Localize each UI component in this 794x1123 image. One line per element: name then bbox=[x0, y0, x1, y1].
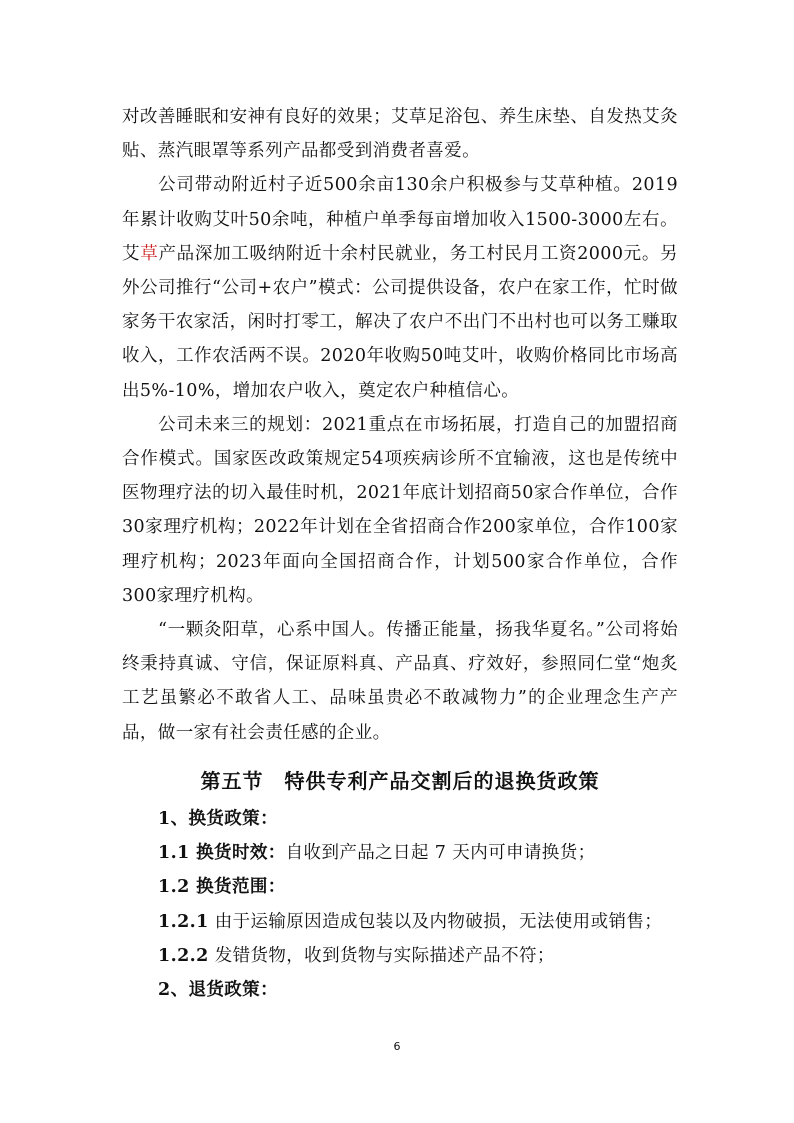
return-policy-heading: 2、退货政策： bbox=[158, 979, 278, 1000]
exchange-period-item bbox=[158, 836, 688, 870]
exchange-scope-item-1-text: 由于运输原因造成包装以及内物破损，无法使用或销售； bbox=[214, 911, 663, 932]
section-title: 第五节 特供专利产品交割后的退换货政策 bbox=[200, 769, 600, 793]
exchange-policy-heading: 1、换货政策： bbox=[158, 809, 278, 829]
exchange-scope-item-1 bbox=[158, 905, 688, 939]
exchange-scope-item-1-number: 1.2.1 bbox=[158, 911, 209, 932]
exchange-scope-heading: 1.2 换货范围： bbox=[158, 877, 286, 898]
paragraph-company-motto: “一颗灸阳草，心系中国人。传播正能量，扬我华夏名。”公司将始终秉持真诚、守信，保证原料真、产品真、疗效好，参照同仁堂“炮炙工艺虽繁必不敢省人工、品味虽贵必不敢减物力”的企业理念生产产品，做一家有社会责任感的企业。 bbox=[122, 620, 678, 743]
exchange-period-text: 自收到产品之日起 7 天内可申请换货； bbox=[285, 843, 596, 864]
paragraph-continued: 对改善睡眠和安神有良好的效果；艾草足浴包、养生床垫、自发热艾灸贴、蒸汽眼罩等系列产品都受到消费者喜爱。 bbox=[122, 107, 678, 162]
paragraph-village-planting bbox=[122, 168, 678, 407]
exchange-scope-item-2-number: 1.2.2 bbox=[158, 945, 209, 966]
paragraph-three-year-plan: 公司未来三的规划：2021重点在市场拓展，打造自己的加盟招商合作模式。国家医改政策规定54项疾病诊所不宜输液，这也是传统中医物理疗法的切入最佳时机，2021年底计划招商50家合作单位，合作30家理疗机构；2022年计划在全省招商合作200家单位，合作100家理疗机构；2023年面向全国招商合作，计划500家合作单位，合作300家理疗机构。 bbox=[122, 414, 678, 606]
exchange-period-label: 1.1 换货时效： bbox=[158, 843, 286, 864]
paragraph-village-planting-part2: 产品深加工吸纳附近十余村民就业，务工村民月工资2000元。另外公司推行“公司+农户”模式：公司提供设备，农户在家工作，忙时做家务干农家活，闲时打零工，解决了农户不出门不出村也可以务工赚取收入，工作农活两不误。2020年收购50吨艾叶，收购价格同比市场高出5%-10%，增加农户收入，奠定农户种植信心。 bbox=[122, 243, 678, 401]
highlighted-character: 草 bbox=[140, 243, 159, 264]
paragraph-village-planting-part2-prefix: 艾 bbox=[122, 243, 141, 264]
body-text bbox=[122, 100, 678, 750]
exchange-scope-item-2 bbox=[158, 939, 688, 973]
paragraph-village-planting-part1: 公司带动附近村子近500余亩130余户积极参与艾草种植。2019年累计收购艾叶50余吨，种植户单季每亩增加收入1500-3000左右。 bbox=[122, 175, 678, 230]
exchange-scope-item-2-text: 发错货物，收到货物与实际描述产品不符； bbox=[214, 945, 555, 966]
page-number: 6 bbox=[393, 1040, 401, 1053]
return-policy-list bbox=[158, 802, 688, 1007]
